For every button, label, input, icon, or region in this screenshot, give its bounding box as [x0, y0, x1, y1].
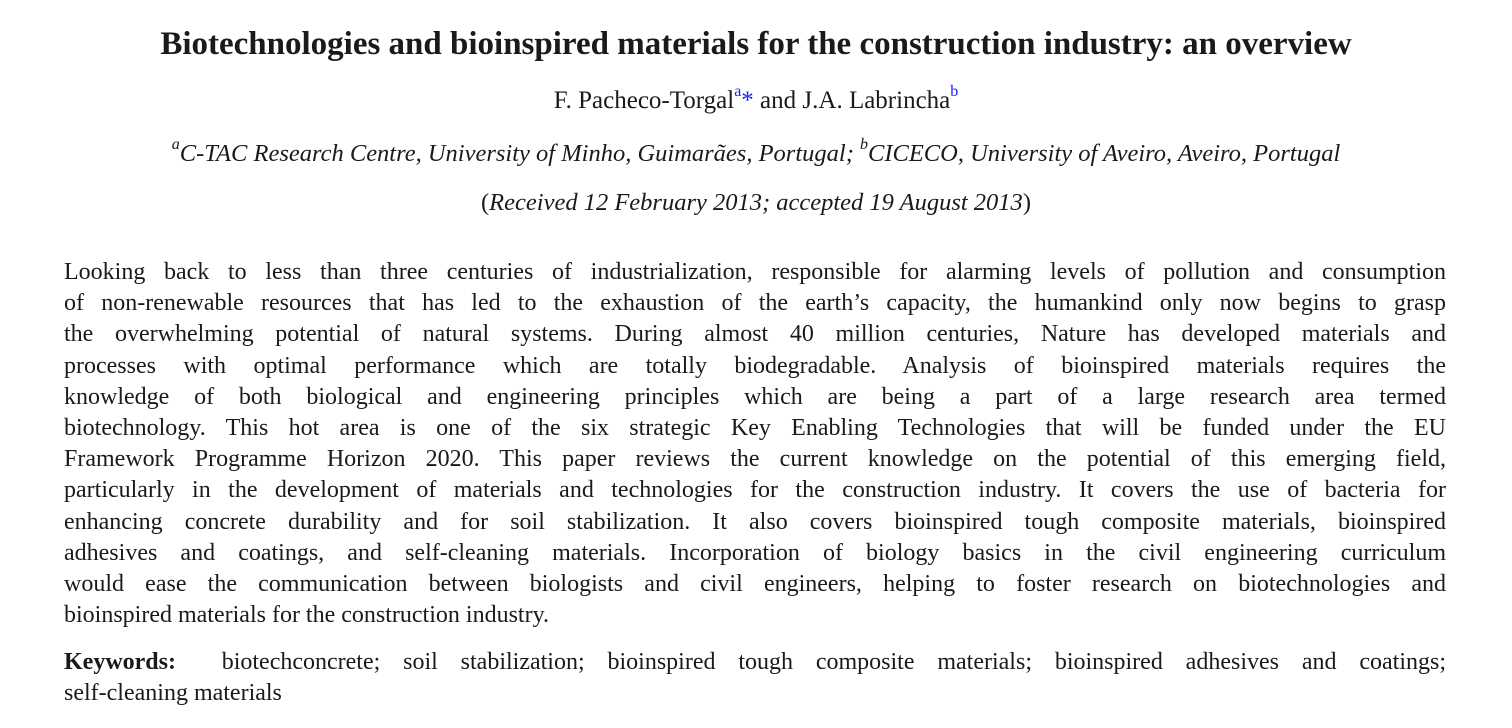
affiliation-text: C-TAC Research Centre, University of Minho, Guimarães, Portugal; — [179, 140, 860, 167]
author-line — [0, 84, 1512, 118]
abstract-line: processes with optimal performance which are totally biodegradable. Analysis of bioinspired materials requires the — [64, 352, 1446, 379]
abstract-line: enhancing concrete durability and for soil stabilization. It also covers bioinspired tough composite materials, bioinspired — [64, 508, 1446, 535]
abstract-line: knowledge of both biological and engineering principles which are being a part of a large research area termed — [64, 383, 1446, 410]
abstract-line: would ease the communication between biologists and civil engineers, helping to foster research on biotechnologies and — [64, 570, 1446, 597]
keywords-label: Keywords: — [64, 649, 176, 675]
keywords-text: biotechconcrete; soil stabilization; bioinspired tough composite materials; bioinspired adhesives and coatings; — [221, 649, 1446, 675]
keywords — [64, 647, 1446, 709]
author-joiner: and — [753, 87, 803, 114]
affiliation-link[interactable]: b — [950, 82, 959, 100]
author-name: J.A. Labrincha — [802, 87, 951, 114]
abstract-line: of non-renewable resources that has led to the exhaustion of the earth’s capacity, the humankind only now begins to grasp — [64, 290, 1446, 317]
dates-paren-close: ) — [1022, 189, 1031, 216]
affiliations — [0, 137, 1512, 171]
keywords-line: self-cleaning materials — [64, 680, 282, 707]
paper-title: Biotechnologies and bioinspired materials for the construction industry: an overview — [160, 26, 1352, 62]
affiliation-marker: a — [171, 135, 180, 153]
author-name: F. Pacheco-Torgal — [553, 87, 735, 114]
dates-text: Received 12 February 2013; accepted 19 August 2013 — [489, 189, 1023, 216]
received-dates — [0, 186, 1512, 220]
abstract-line: the overwhelming potential of natural systems. During almost 40 million centuries, Nature has developed materials and — [64, 321, 1446, 348]
affiliation-marker: b — [859, 135, 868, 153]
abstract-line: Framework Programme Horizon 2020. This paper reviews the current knowledge on the potential of this emerging field, — [64, 446, 1446, 473]
abstract-line: particularly in the development of materials and technologies for the construction industry. It covers the use of bacteria for — [64, 477, 1446, 504]
affiliation-link[interactable]: a — [734, 82, 742, 100]
abstract-line: adhesives and coatings, and self-cleaning materials. Incorporation of biology basics in the civil engineering curriculum — [64, 539, 1446, 566]
abstract-line: biotechnology. This hot area is one of the six strategic Key Enabling Technologies that will be funded under the EU — [64, 414, 1446, 441]
abstract-line: Looking back to less than three centuries of industrialization, responsible for alarming levels of pollution and consumption — [64, 259, 1446, 285]
keywords-line — [64, 647, 1446, 678]
abstract — [64, 257, 1446, 631]
dates-paren-open: ( — [481, 189, 490, 216]
abstract-line: bioinspired materials for the construction industry. — [64, 602, 550, 629]
affiliation-text: CICECO, University of Aveiro, Aveiro, Portugal — [867, 140, 1341, 167]
corresponding-author-link[interactable]: * — [741, 87, 754, 114]
